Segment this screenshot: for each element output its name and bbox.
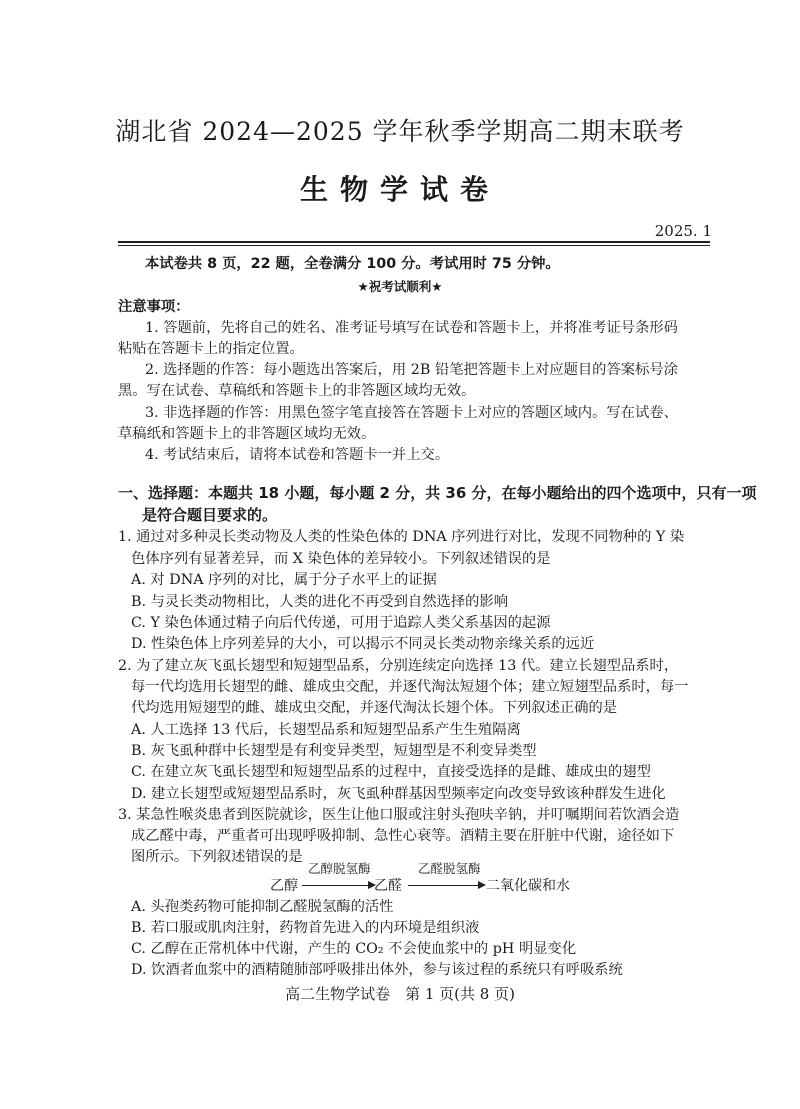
question-3-stem-cont: 图所示。下列叙述错误的是 [131,849,303,865]
question-2-stem-cont: 每一代均选用长翅型的雌、雄成虫交配，并逐代淘汰短翅个体；建立短翅型品系时，每一 [131,679,689,695]
question-1-option-b: B. 与灵长类动物相比，人类的进化不再受到自然选择的影响 [131,594,509,610]
page-footer: 高二生物学试卷 第 1 页(共 8 页) [285,985,515,1003]
question-2-option-b: B. 灰飞虱种群中长翅型是有利变异类型，短翅型是不利变异类型 [131,743,537,759]
acetaldehyde-label: 乙醛 [374,878,402,894]
question-1-stem-cont: 色体序列有显著差异，而 X 染色体的差异较小。下列叙述错误的是 [131,551,551,567]
alcohol-dehydrogenase-label: 乙醇脱氢酶 [308,861,371,876]
question-1-stem: 1. 通过对多种灵长类动物及人类的性染色体的 DNA 序列进行对比，发现不同物种的 Y 染 [118,529,685,545]
exam-subject: 生物学试卷 [299,173,500,206]
header-divider-thin [118,245,710,246]
exam-date: 2025. 1 [654,222,712,240]
notes-heading: 注意事项： [118,299,190,315]
question-3-option-a: A. 头孢类药物可能抑制乙醛脱氢酶的活性 [131,899,394,915]
section-heading: 一、选择题：本题共 18 小题，每小题 2 分，共 36 分，在每小题给出的四个选项中，只有一项 [118,484,757,502]
note-line: 1. 答题前，先将自己的姓名、准考证号填写在试卷和答题卡上，并将准考证号条形码 [145,320,678,336]
note-line: 2. 选择题的作答：每小题选出答案后，用 2B 铅笔把答题卡上对应题目的答案标号涂 [145,362,678,378]
question-2-stem: 2. 为了建立灰飞虱长翅型和短翅型品系，分别连续定向选择 13 代。建立长翅型品系时， [118,658,679,674]
note-line: 草稿纸和答题卡上的非答题区域均无效。 [118,426,376,442]
question-1-option-d: D. 性染色体上序列差异的大小，可以揭示不同灵长类动物亲缘关系的远近 [131,636,595,652]
question-1-option-c: C. Y 染色体通过精子向后代传递，可用于追踪人类父系基因的起源 [131,615,551,631]
good-luck-banner: ★祝考试顺利★ [357,279,443,294]
question-2-stem-cont: 代均选用短翅型的雌、雄成虫交配，并逐代淘汰长翅个体。下列叙述正确的是 [131,700,618,716]
question-3-option-b: B. 若口服或肌肉注射，药物首先进入的内环境是组织液 [131,920,480,936]
header-divider-thick [118,241,710,243]
note-line: 黑。写在试卷、草稿纸和答题卡上的非答题区域均无效。 [118,383,476,399]
aldehyde-dehydrogenase-label: 乙醛脱氢酶 [418,861,481,876]
note-line: 4. 考试结束后，请将本试卷和答题卡一并上交。 [145,447,450,463]
metabolic-pathway-diagram [270,861,590,895]
exam-summary: 本试卷共 8 页，22 题，全卷满分 100 分。考试用时 75 分钟。 [145,256,560,272]
question-3-option-c: C. 乙醇在正常机体中代谢，产生的 CO₂ 不会使血浆中的 pH 明显变化 [131,941,577,957]
exam-title: 湖北省 2024—2025 学年秋季学期高二期末联考 [115,117,685,146]
section-heading-cont: 是符合题目要求的。 [142,506,278,524]
question-3-stem: 3. 某急性喉炎患者到医院就诊，医生让他口服或注射头孢呋辛钠，并叮嘱期间若饮酒会造 [118,807,680,823]
question-3-option-d: D. 饮酒者血浆中的酒精随肺部呼吸排出体外，参与该过程的系统只有呼吸系统 [131,962,623,978]
arrow-icon [302,885,374,886]
ethanol-label: 乙醇 [270,878,298,894]
question-1-option-a: A. 对 DNA 序列的对比，属于分子水平上的证据 [131,572,437,588]
co2-water-label: 二氧化碳和水 [486,878,570,894]
question-2-option-d: D. 建立长翅型或短翅型品系时，灰飞虱种群基因型频率定向改变导致该种群发生进化 [131,786,666,802]
question-3-stem-cont: 成乙醛中毒，严重者可出现呼吸抑制、急性心衰等。酒精主要在肝脏中代谢，途径如下 [131,828,675,844]
note-line: 3. 非选择题的作答：用黑色签字笔直接答在答题卡上对应的答题区域内。写在试卷、 [145,405,678,421]
arrow-icon [408,885,484,886]
note-line: 粘贴在答题卡上的指定位置。 [118,341,304,357]
question-2-option-a: A. 人工选择 13 代后，长翅型品系和短翅型品系产生生殖隔离 [131,722,521,738]
question-2-option-c: C. 在建立灰飞虱长翅型和短翅型品系的过程中，直接受选择的是雌、雄成虫的翅型 [131,764,651,780]
